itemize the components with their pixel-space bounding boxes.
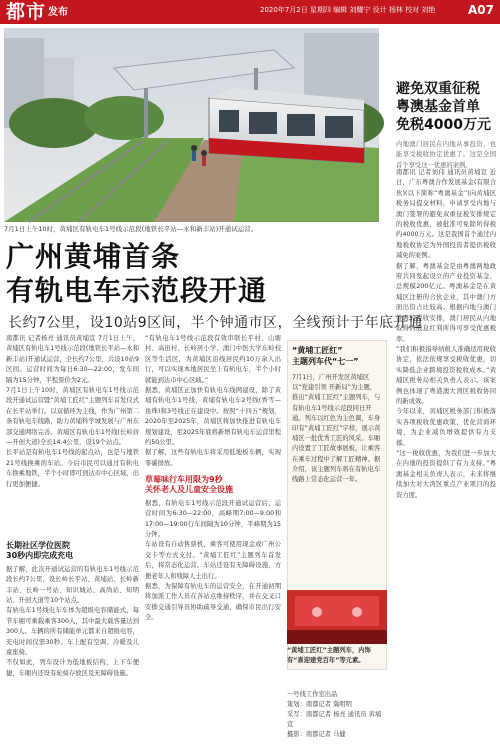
box-title: “黄埔工匠红” 主题列车代“七一” xyxy=(292,346,359,366)
article-column-2b xyxy=(145,470,281,746)
interior-photo-caption: “黄埔工匠红”主题列车，内饰有“喜迎建党百年”等元素。 xyxy=(287,647,371,664)
sidebar-article xyxy=(396,168,496,746)
sidebar-paragraph: 据了解，粤澳基金是由粤澳两地政府共同发起设立的产业投资基金，总规模200亿元。粤澳基金是在黄埔区注册的合伙企业，其中澳门方面出资占比较高。根据内地与澳门签署的税收安排，澳门居民从内地取得的股息红利所得可享受优惠税率。 xyxy=(396,262,496,343)
sidebar-paragraph: “这一税收优惠，为我们进一步加大在内地的投资提供了有力支持。”粤澳基金相关负责人表示，未来将继续加大对大湾区重点产业项目的投资力度。 xyxy=(396,449,496,499)
col1-paragraph: 长平站是有轨电车1号线的起点站，也是与地铁21号线换乘的车站。今后市民可以通过有轨电车换乘地铁，半个小时即可到达市中心区域，出行更加便捷。 xyxy=(6,449,139,488)
sidebar-paragraph: 今年以来，黄埔区税务部门积极落实各项税收优惠政策，优化营商环境，为企业减负增效提供有力支撑。 xyxy=(396,408,496,447)
section-tag: 发布 xyxy=(48,6,69,18)
col1-subheading: 长期社区学位医院 30秒内即完成充电 xyxy=(6,541,74,561)
sidebar-lead: 内地澳门居民在内地从事投资，也能享受税收协定优惠了。这是全国首个享受这一优惠的案例。 xyxy=(396,141,496,169)
photo-caption: 7月1日上午10时，黄埔区有轨电车1号线示范段(地铁长平站—永和新丰站)开通试运营。 xyxy=(4,225,258,233)
col2-paragraph: 据悉，为保障有轨电车的运营安全，在开通初期将加派工作人员在各站点维持秩序，并在交叉口安排交通引导员协助疏导交通，确保市民出行安全。 xyxy=(145,583,281,622)
col2-paragraph: 据悉，黄埔区正加快有轨电车线网建设，除了黄埔有轨电车1号线，黄埔有轨电车2号线(香雪—鱼珠)和3号线正在建设中。按照“十四五”规划，2020年至2025年，黄埔区将加快推进有轨电车规划建设，至2025年底将新增有轨电车运营里程约50公里。 xyxy=(145,387,281,447)
section-title: 都市 发布 xyxy=(0,0,92,24)
subheadline: 长约7公里，设10站9区间，半个钟通市区，全线预计于年底开通 xyxy=(8,315,423,331)
headline-line-1: 广州黄埔首条 xyxy=(6,240,181,273)
page-number: A07 xyxy=(468,3,494,17)
col2-paragraph: 车站设有自动售票机，乘客可使用现金或广州公交卡等方式支付。“黄埔工匠红”主题列车首发后，将常态化运营。车站还设有无障碍设施，方便老年人和残障人士出行。 xyxy=(145,541,281,580)
credits: 一号线工作室出品 策划：南都记者 冀明明 采写：南都记者 杨亮 通讯员 黄埔宣 摄影：南都记者 马健 xyxy=(287,691,382,738)
date-line: 2020年7月2日 星期四 编辑 刘耀宁 设计 杨林 校对 刘艳 xyxy=(260,6,436,14)
tram-interior-photo xyxy=(287,590,387,644)
headline xyxy=(6,240,267,308)
headline-line-2: 有轨电车示范段开通 xyxy=(6,274,268,307)
col2-paragraph: 据了解，这些有轨电车将采用低地板车辆，实现零碳排放。 xyxy=(145,449,281,467)
box-body: 7月1日，广州开发区黄埔区以“党建引领 开新局”为主题，推出“黄埔工匠红”主题列车，与有轨电车1号线示范段同日开通。列车以红色为主色调，车身印有“黄埔工匠红”字样，展示黄埔区一批优秀工匠的风采。车厢内设置了工匠故事展板，让乘客在乘车过程中了解工匠精神。据介绍，该主题列车将在有轨电车线路上常态化运营一年。 xyxy=(292,374,381,484)
col2-paragraph: 据悉，有轨电车1号线示范段开通试运营后，运营时间为6:30—22:00，高峰期7:00—9:00和17:00—19:00行车间隔为10分钟，平峰期为15分钟。 xyxy=(145,499,281,539)
col1-paragraph: 7月1日上午10时，黄埔区有轨电车1号线示范段开通试运营暨“黄埔工匠红”主题列车首发仪式在长平站举行。以双循环为主线，作为广州第二条有轨电车线路，助力黄埔科学城发展与广州东部交通网络完善。黄埔区有轨电车1号线(长岭居—开创大道)全长14.4公里，设19个站点。 xyxy=(6,387,139,447)
article-column-1b xyxy=(6,536,139,746)
article-column-1 xyxy=(6,334,139,534)
col2-subheading: 草莓味行车用限为9秒 关怀老人及儿童安全设施 xyxy=(145,475,233,495)
sidebar-paragraph: “我们积极指导纳税人准确适用税收协定，依法依规享受税收优惠，切实降低企业跨境投资税收成本。”黄埔区税务局相关负责人表示。该案例也体现了粤港澳大湾区税收协同的新成效。 xyxy=(396,345,496,405)
col1-paragraph: 据了解，此次开通试运营的有轨电车1号线示范段长约7公里，设长岭长平站、黄埔站、长岭新丰站、长岭一号站、知识城站、高尚站、知明站、开创大道等10个站点。 xyxy=(6,565,139,605)
sidebar-paragraph: 南都讯 记者刘伟 通讯员黄埔宣 近日，广东粤澳合作发展基金(有限合伙)(以下简称“粤澳基金”)向黄埔区税务局提交材料，申请享受内地与澳门签署的避免双重征税安排规定的税收优惠，被批准可免除所得税约4000万元。这是我国首个通过内地税收协定为外国投资者提供税收减免的案例。 xyxy=(396,169,496,260)
col2-paragraph: “有轨电车1号线示范段有效串联长平村、山塘村、高田村、长岭居小学、澳门中医大学东岭校区等生活区，为黄埔区沿线居民约10万余人出行，可以实现本地居民坐上有轨电车，半个小时就能到达市中心区域。” xyxy=(145,335,281,384)
col1-paragraph: 南都讯 记者杨亮 通讯员黄埔宣 7月1日上午，黄埔区有轨电车1号线示范段(地铁长平站—永和新丰站)开通试运营，全长约7公里，共设10站9区间。运营时间为每日6:30—22:00，发车间隔为15分钟，半程票价为2元。 xyxy=(6,335,139,384)
main-photo xyxy=(4,28,379,222)
col1-paragraph: 有轨电车1号线电车车体为超级电容储能式，每节车厢可乘载乘客300人，其中最大载客量达到300人。车辆的所有储能单元都来自超级电容，充电时间仅需30秒。车上配有空调、冷暖及儿童座椅。 xyxy=(6,607,139,657)
sidebar-headline: 避免双重征税 粤澳基金首单 免税4000万元 xyxy=(396,81,491,133)
col1-paragraph: 不仅如此，列车设计为低地板结构，上下车便捷，车厢内还设有轮椅存放区及无障碍设施。 xyxy=(6,659,139,677)
